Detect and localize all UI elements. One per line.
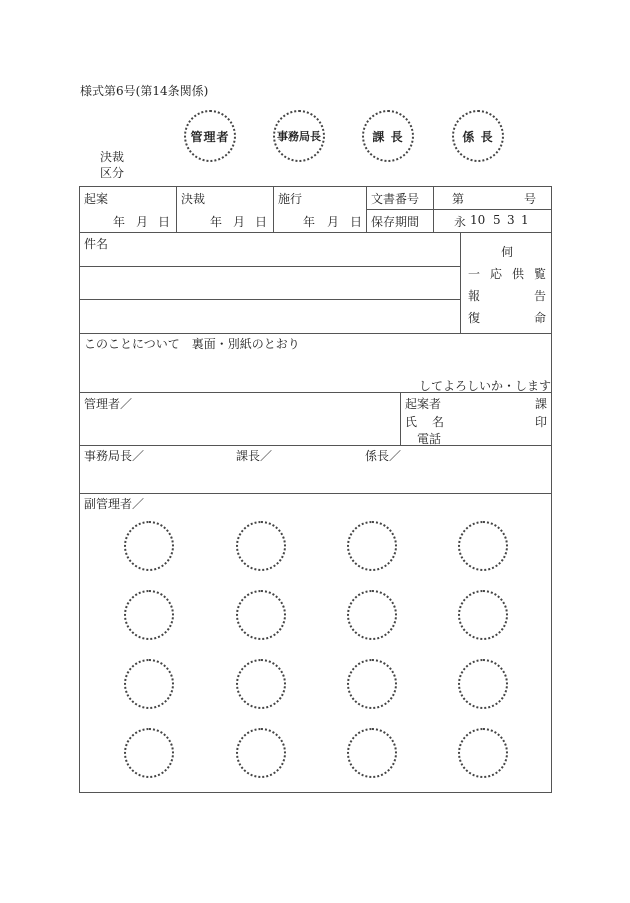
option-ichio-kyoran-char: 応 [489, 267, 502, 281]
option-ichio-kyoran[interactable] [468, 265, 546, 282]
kessai-year: 年 [210, 215, 223, 229]
seal-circle[interactable] [347, 728, 397, 778]
stamp-jimukyokucho[interactable]: 事務局長 [273, 110, 325, 162]
kian-label: 起案 [84, 192, 109, 206]
shiko-year: 年 [303, 215, 316, 229]
shiko-day: 日 [350, 215, 363, 229]
seal-circle[interactable] [124, 521, 174, 571]
dai-label: 第 [452, 192, 465, 206]
seal-circle[interactable] [458, 728, 508, 778]
option-ichio-kyoran-char: 供 [511, 267, 524, 281]
option-ichio-kyoran-char: 一 [468, 267, 481, 281]
seal-circle[interactable] [236, 521, 286, 571]
approval-kakaricho: 係長／ [365, 449, 402, 463]
go-label: 号 [524, 192, 537, 206]
seal-circle[interactable] [124, 659, 174, 709]
seal-circle[interactable] [347, 521, 397, 571]
fuku-kanrisha-label: 副管理者／ [84, 497, 145, 511]
seal-circle[interactable] [236, 659, 286, 709]
shiko-label: 施行 [278, 192, 303, 206]
form-title: 様式第6号(第14条関係) [80, 84, 209, 98]
kiansha-denwa: 電話 [417, 432, 442, 446]
option-hokoku-char: 報 [468, 289, 481, 303]
option-hokoku-char: 告 [533, 289, 546, 303]
kian-month: 月 [136, 215, 149, 229]
kessai-month: 月 [233, 215, 246, 229]
approval-kacho: 課長／ [236, 449, 273, 463]
kian-day: 日 [158, 215, 171, 229]
kiansha-ka: 課 [535, 397, 548, 411]
stamp-kacho[interactable]: 課 長 [362, 110, 414, 162]
kessai-day: 日 [255, 215, 268, 229]
body-text: このことについて 裏面・別紙のとおり [84, 337, 300, 351]
seal-circle[interactable] [347, 659, 397, 709]
kian-year: 年 [113, 215, 126, 229]
kiansha-mei: 名 [432, 415, 445, 429]
hozon-kikan-label: 保存期間 [371, 215, 420, 229]
seal-circle[interactable] [236, 728, 286, 778]
seal-circle[interactable] [124, 590, 174, 640]
kanrisha-label: 管理者／ [84, 397, 133, 411]
hozon-ei[interactable]: 永 [454, 215, 467, 229]
kiansha-in: 印 [535, 415, 548, 429]
option-ukagai[interactable]: 伺 [501, 245, 514, 259]
bunsho-bango-label: 文書番号 [371, 192, 420, 206]
option-fukumei[interactable] [468, 309, 546, 326]
approval-jimukyokucho: 事務局長／ [84, 449, 145, 463]
stamp-kanrisha[interactable]: 管理者 [184, 110, 236, 162]
kenmei-label: 件名 [84, 237, 109, 251]
option-hokoku[interactable] [468, 287, 546, 304]
option-fukumei-char: 復 [468, 311, 481, 325]
decision-label-2: 区分 [100, 166, 125, 180]
hozon-3[interactable]: 3 [507, 213, 515, 227]
hozon-5[interactable]: 5 [493, 213, 501, 227]
seal-circle[interactable] [458, 590, 508, 640]
seal-circle[interactable] [236, 590, 286, 640]
seal-circle[interactable] [124, 728, 174, 778]
kiansha-label: 起案者 [405, 397, 442, 411]
stamp-kakaricho[interactable]: 係 長 [452, 110, 504, 162]
kiansha-shi: 氏 [405, 415, 418, 429]
option-ichio-kyoran-char: 覧 [533, 267, 546, 281]
hozon-10[interactable]: 10 [470, 213, 486, 227]
option-fukumei-char: 命 [533, 311, 546, 325]
decision-label-1: 決裁 [100, 150, 125, 164]
seal-circle[interactable] [458, 521, 508, 571]
ending-text: してよろしいか・します [419, 379, 552, 393]
shiko-month: 月 [327, 215, 340, 229]
seal-circle[interactable] [458, 659, 508, 709]
hozon-1[interactable]: 1 [521, 213, 529, 227]
kessai-label: 決裁 [181, 192, 206, 206]
seal-circle[interactable] [347, 590, 397, 640]
